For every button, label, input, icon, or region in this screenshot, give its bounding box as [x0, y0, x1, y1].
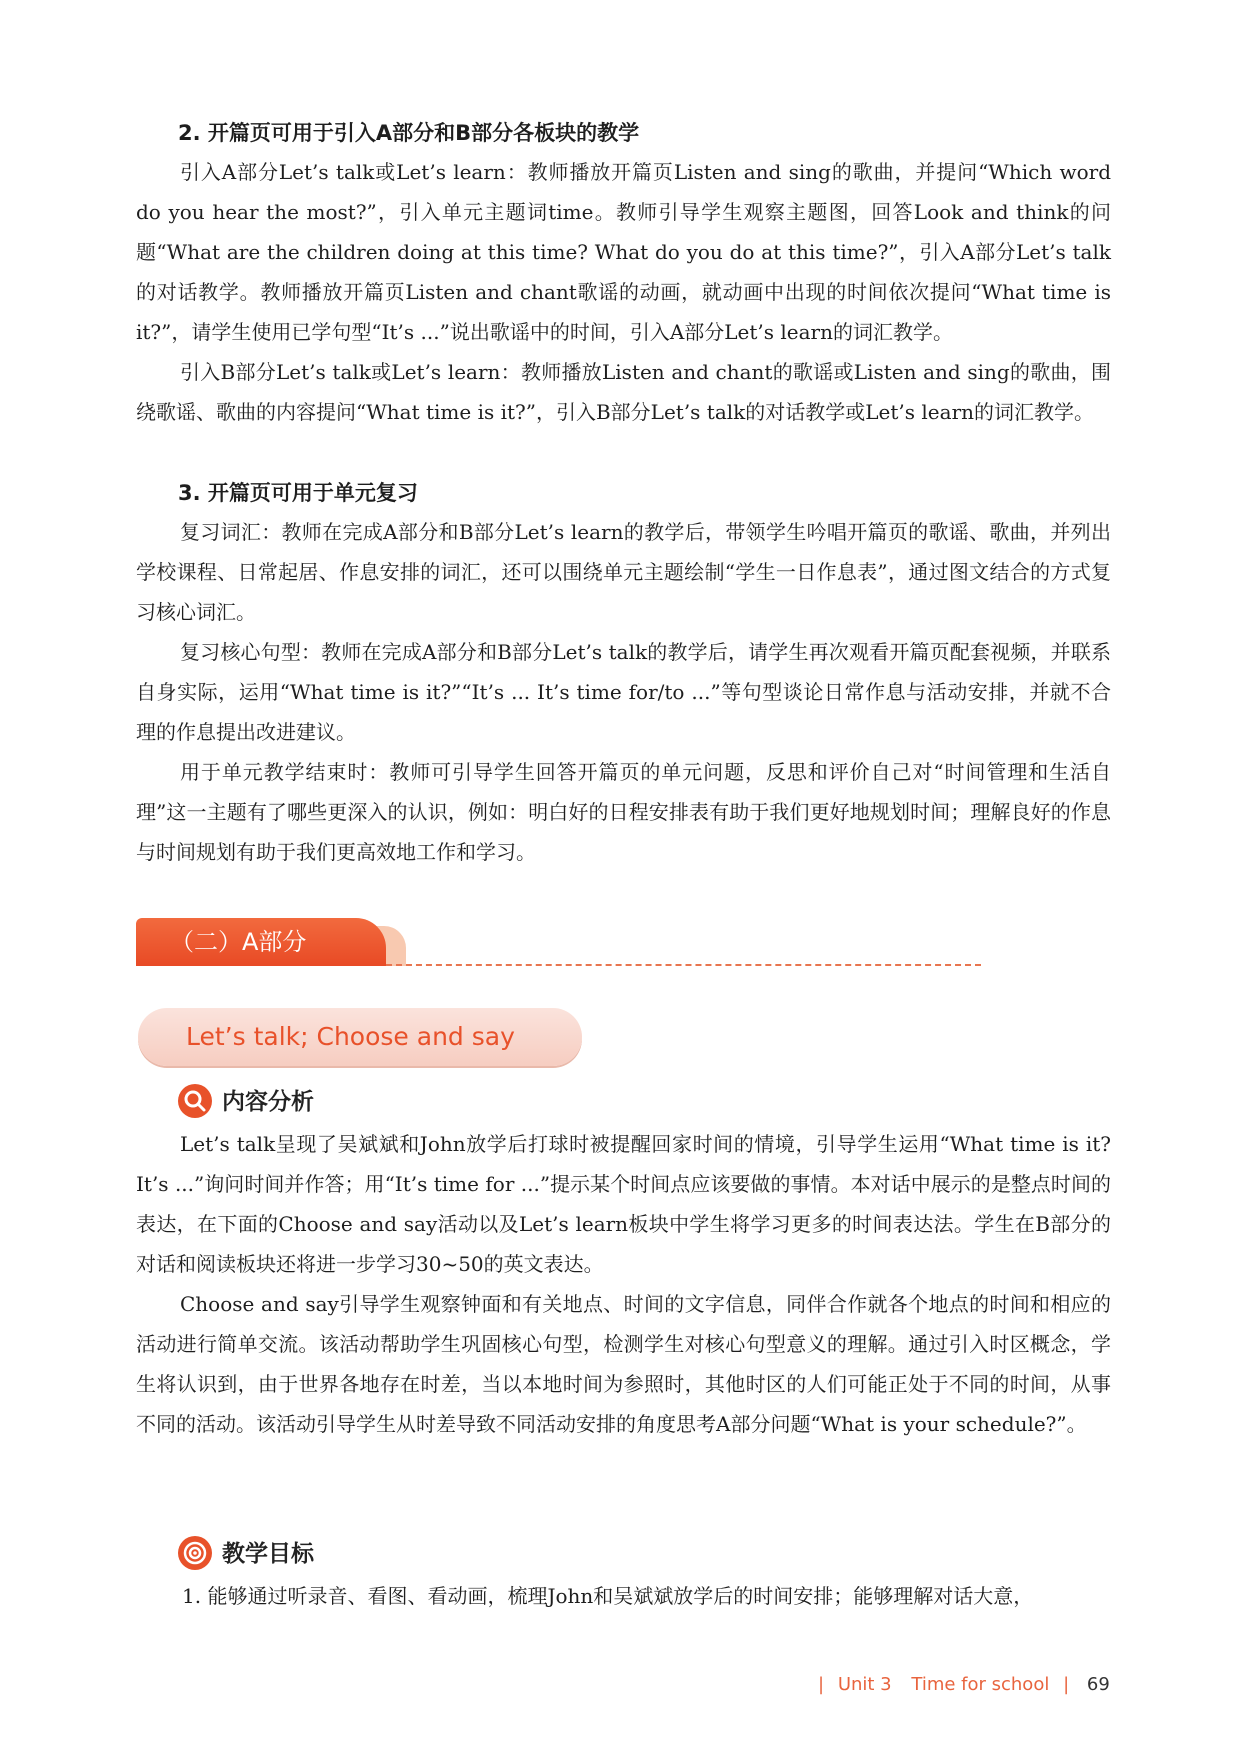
paragraph-review-vocab: 复习词汇：教师在完成A部分和B部分Let’s learn的教学后，带领学生吟唱开篇页的歌谣、歌曲，并列出学校课程、日常起居、作息安排的词汇，还可以围绕单元主题绘制“学生一日作息表”，通过图文结合的方式复习核心词汇。 [136, 520, 1111, 624]
footer-unit: Unit 3 [837, 1674, 892, 1695]
target-icon [178, 1536, 212, 1570]
paragraph-content-analysis-2: Choose and say引导学生观察钟面和有关地点、时间的文字信息，同伴合作就各个地点的时间和相应的活动进行简单交流。该活动帮助学生巩固核心句型，检测学生对核心句型意义的理解。通过引入时区概念，学生将认识到，由于世界各地存在时差，当以本地时间为参照时，其他时区的人们可能正处于不同的时间，从事不同的活动。该活动引导学生从时差导致不同活动安排的角度思考A部分问题“What is your schedule?”。 [136, 1292, 1111, 1436]
teaching-goals-label: 教学目标 [222, 1541, 314, 1567]
content-analysis-label: 内容分析 [222, 1089, 314, 1115]
paragraph-unit-end: 用于单元教学结束时：教师可引导学生回答开篇页的单元问题，反思和评价自己对“时间管理和生活自理”这一主题有了哪些更深入的认识，例如：明白好的日程安排表有助于我们更好地规划时间；理解良好的作息与时间规划有助于我们更高效地工作和学习。 [136, 760, 1111, 864]
section-dashed-divider [386, 964, 981, 966]
page-number: 69 [1086, 1674, 1110, 1695]
footer-unit-title: Time for school [911, 1674, 1050, 1695]
page-footer [818, 1674, 1110, 1695]
paragraph-review-sentence: 复习核心句型：教师在完成A部分和B部分Let’s talk的教学后，请学生再次观看开篇页配套视频，并联系自身实际，运用“What time is it?”“It’s ... It’s time for/to ...”等句型谈论日常作息与活动安排，并就不合理的作息提出改进建议。 [136, 640, 1111, 744]
section-banner-title: （二）A部分 [136, 918, 386, 966]
footer-separator: | [1063, 1674, 1070, 1695]
content-analysis-heading [178, 1084, 314, 1120]
goal-item-1: 1. 能够通过听录音、看图、看动画，梳理John和吴斌斌放学后的时间安排；能够理解对话大意， [182, 1584, 1034, 1608]
footer-separator: | [818, 1674, 825, 1695]
section2-heading: 2. 开篇页可用于引入A部分和B部分各板块的教学 [178, 121, 640, 145]
lesson-title-pill: Let’s talk; Choose and say [138, 1008, 582, 1066]
paragraph-intro-b: 引入B部分Let’s talk或Let’s learn：教师播放Listen and chant的歌谣或Listen and sing的歌曲，围绕歌谣、歌曲的内容提问“What time is it?”，引入B部分Let’s talk的对话教学或Let’s learn的词汇教学。 [136, 360, 1111, 424]
paragraph-intro-a: 引入A部分Let’s talk或Let’s learn：教师播放开篇页Listen and sing的歌曲，并提问“Which word do you hear the most?”，引入单元主题词time。教师引导学生观察主题图，回答Look and think的问题“What are the children doing at this time? What do you do at this time?”，引入A部分Let’s talk的对话教学。教师播放开篇页Listen and chant歌谣的动画，就动画中出现的时间依次提问“What time is it?”，请学生使用已学句型“It’s ...”说出歌谣中的时间，引入A部分Let’s learn的词汇教学。 [136, 160, 1111, 344]
magnifier-icon [178, 1084, 212, 1118]
paragraph-content-analysis-1: Let’s talk呈现了吴斌斌和John放学后打球时被提醒回家时间的情境，引导学生运用“What time is it? It’s ...”询问时间并作答；用“It’s time for ...”提示某个时间点应该要做的事情。本对话中展示的是整点时间的表达，在下面的Choose and say活动以及Let’s learn板块中学生将学习更多的时间表达法。学生在B部分的对话和阅读板块还将进一步学习30~50的英文表达。 [136, 1132, 1111, 1276]
teaching-goals-heading [178, 1536, 314, 1572]
section3-heading: 3. 开篇页可用于单元复习 [178, 481, 418, 505]
section-banner [136, 918, 981, 970]
